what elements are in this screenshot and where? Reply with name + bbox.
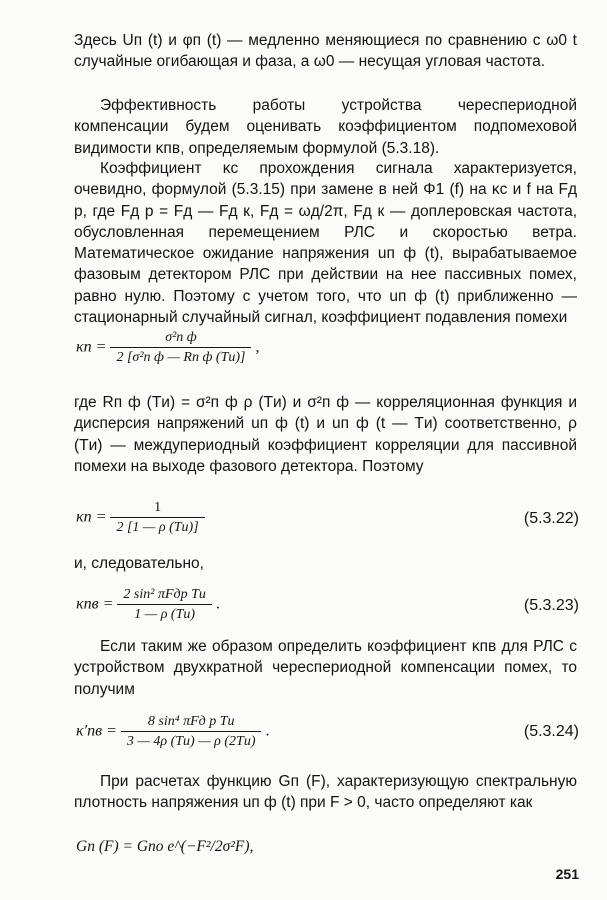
equation-denominator: 2 [1 — ρ (Tи)] xyxy=(110,517,204,536)
equation-tail: . xyxy=(215,595,220,613)
equation-5-3-23 xyxy=(76,587,220,623)
equation-denominator: 2 [σ²п ф — Rп ф (Tи)] xyxy=(110,347,251,366)
equation-number: (5.3.22) xyxy=(523,510,579,527)
paragraph-envelope-phase: Здесь Uп (t) и φп (t) — медленно меняющиеся по сравнению с ω0 t случайные огибающая и фаза, а ω0 — несущая угловая частота. xyxy=(74,32,577,71)
equation-fraction xyxy=(117,587,211,623)
paragraph-efficiency: Эффективность работы устройства череспериодной компенсации будем оценивать коэффициентом подпомеховой видимости κпв, определяемым формулой (5.3.18). xyxy=(74,97,577,157)
equation-lhs: κпв = xyxy=(76,595,114,613)
equation-number: (5.3.23) xyxy=(523,597,579,614)
paragraph-double-compensation: Если таким же образом определить коэффициент κпв для РЛС с устройством двухкратной череспериодной компенсации помех, то получим xyxy=(74,638,577,698)
equation-fraction xyxy=(110,330,251,366)
equation-5-3-24 xyxy=(76,714,269,750)
equation-numerator: 2 sin² πFдр Tи xyxy=(123,587,206,602)
equation-numerator: σ²п ф xyxy=(165,330,197,345)
paragraph-spectral-density: При расчетах функцию Gп (F), характеризующую спектральную плотность напряжения uп ф (t) при F > 0, часто определяют как xyxy=(74,773,577,812)
equation-denominator: 1 — ρ (Tи) xyxy=(117,604,211,623)
equation-tail: , xyxy=(255,338,260,356)
equation-spectral-function: Gп (F) = Gпо e^(−F²/2σ²F), xyxy=(76,838,254,855)
equation-lhs: κп = xyxy=(76,338,107,356)
paragraph-consequently: и, следовательно, xyxy=(74,555,204,572)
page-number: 251 xyxy=(555,866,579,882)
equation-lhs: κп = xyxy=(76,508,107,526)
equation-5-3-22 xyxy=(76,500,205,536)
equation-tail: . xyxy=(265,722,270,740)
equation-fraction xyxy=(110,500,204,536)
equation-numerator: 1 xyxy=(154,500,162,515)
equation-numerator: 8 sin⁴ πFд р Tи xyxy=(147,714,235,729)
equation-lhs: κ′пв = xyxy=(76,722,117,740)
equation-denominator: 3 — 4ρ (Tи) — ρ (2Tи) xyxy=(121,731,262,750)
paragraph-signal-coefficient: Коэффициент κс прохождения сигнала характеризуется, очевидно, формулой (5.3.15) при замене в ней Φ1 (f) на κс и f на Fд р, где Fд р = Fд — Fд к, Fд = ωд/2π, Fд к — доплеровская частота, обусловленная перемещением РЛС и скоростью ветра. Математическое ожидание напряжения uп ф (t), вырабатываемое фазовым детектором РЛС при действии на нее пассивных помех, равно нулю. Поэтому с учетом того, что uп ф (t) приближенно — стационарный случайный сигнал, коэффициент подавления помехи xyxy=(74,160,577,327)
equation-fraction xyxy=(121,714,262,750)
equation-suppression-coefficient xyxy=(76,330,259,366)
paragraph-correlation: где Rп ф (Tи) = σ²п ф ρ (Tи) и σ²п ф — корреляционная функция и дисперсия напряжений uп ф (t) и uп ф (t — Tи) соответственно, ρ (Tи) — междупериодный коэффициент корреляции для пассивной помехи на выходе фазового детектора. Поэтому xyxy=(74,394,577,475)
equation-number: (5.3.24) xyxy=(523,723,579,740)
